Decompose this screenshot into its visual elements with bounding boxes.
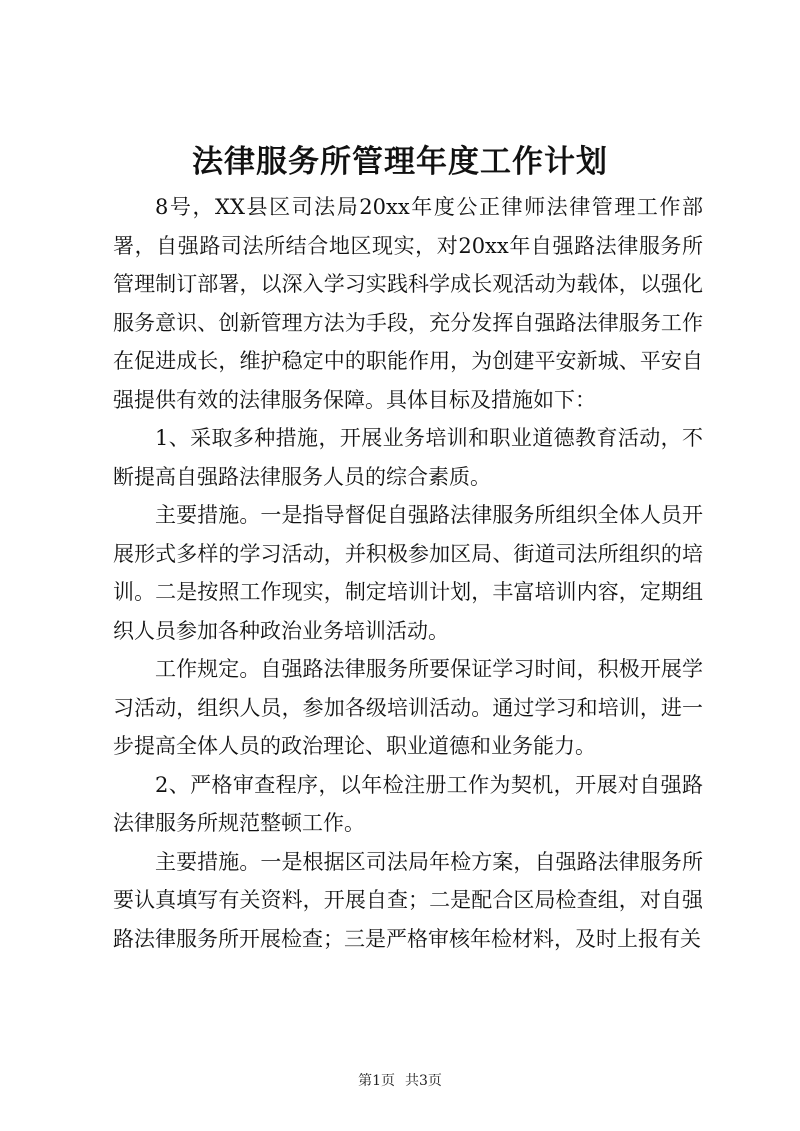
- page-number: 第1页: [358, 1073, 395, 1089]
- page-total: 共3页: [405, 1073, 442, 1089]
- paragraph-measures-1: 主要措施。一是指导督促自强路法律服务所组织全体人员开展形式多样的学习活动，并积极参加区局、街道司法所组织的培训。二是按照工作现实，制定培训计划，丰富培训内容，定期组织人员参加各种政治业务培训活动。: [113, 503, 703, 643]
- paragraph-measures-2: 主要措施。一是根据区司法局年检方案，自强路法律服务所要认真填写有关资料，开展自查；二是配合区局检查组，对自强路法律服务所开展检查；三是严格审核年检材料，及时上报有关: [113, 849, 703, 951]
- paragraph-requirements-1: 工作规定。自强路法律服务所要保证学习时间，积极开展学习活动，组织人员，参加各级培训活动。通过学习和培训，进一步提高全体人员的政治理论、职业道德和业务能力。: [113, 657, 703, 758]
- paragraph-item-1: 1、采取多种措施，开展业务培训和职业道德教育活动，不断提高自强路法律服务人员的综合素质。: [113, 426, 703, 489]
- paragraph-item-2: 2、严格审查程序，以年检注册工作为契机，开展对自强路法律服务所规范整顿工作。: [113, 772, 703, 835]
- document-body: [113, 188, 703, 958]
- document-title: 法律服务所管理年度工作计划: [192, 144, 608, 180]
- page-footer: [0, 1071, 800, 1091]
- paragraph-intro: 8号，XX县区司法局20xx年度公正律师法律管理工作部署，自强路司法所结合地区现实，对20xx年自强路法律服务所管理制订部署，以深入学习实践科学成长观活动为载体，以强化服务意识、创新管理方法为手段，充分发挥自强路法律服务工作在促进成长，维护稳定中的职能作用，为创建平安新城、平安自强提供有效的法律服务保障。具体目标及措施如下：: [113, 195, 703, 412]
